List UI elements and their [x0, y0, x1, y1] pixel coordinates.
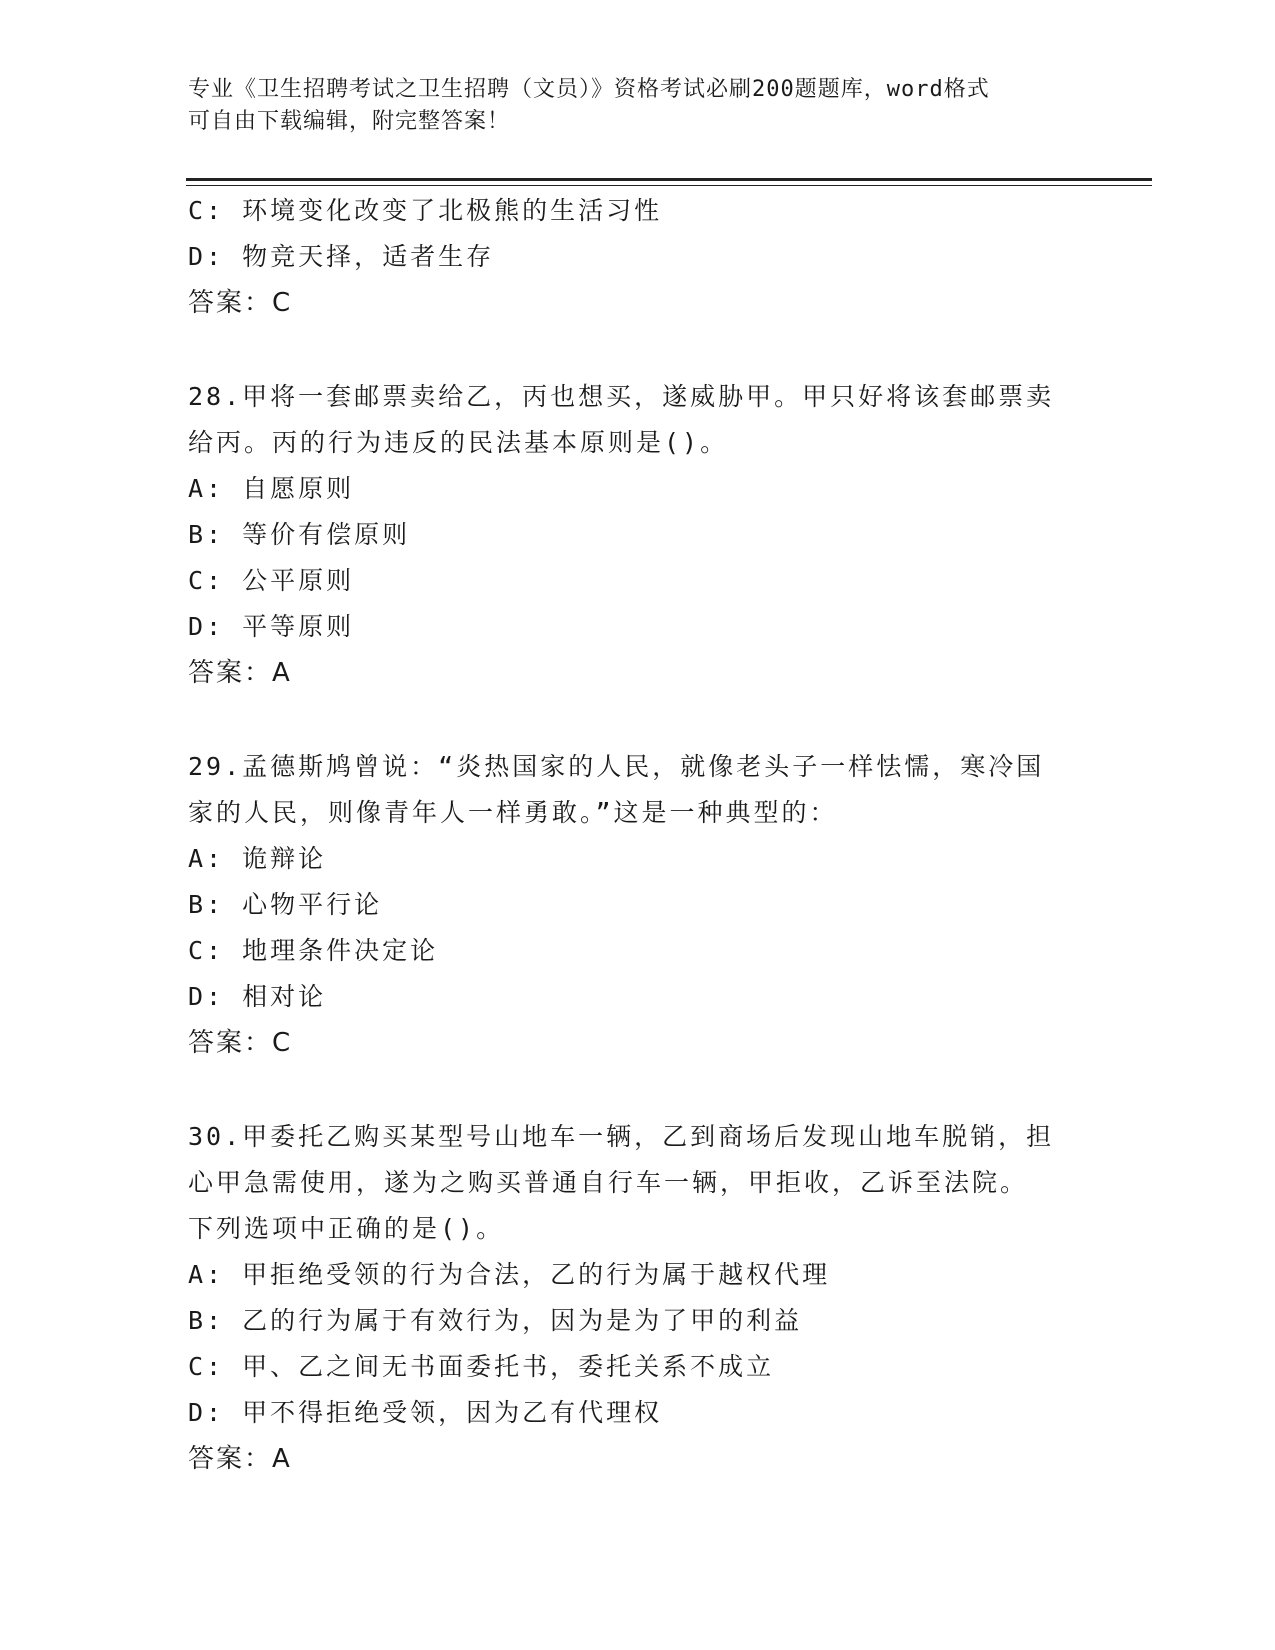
question-stem: 30.甲委托乙购买某型号山地车一辆，乙到商场后发现山地车脱销，担 — [188, 1122, 1055, 1151]
question-stem: 心甲急需使用，遂为之购买普通自行车一辆，甲拒收，乙诉至法院。 — [188, 1168, 1029, 1197]
option-a: A: 甲拒绝受领的行为合法，乙的行为属于越权代理 — [188, 1260, 831, 1289]
question-block-29 — [188, 744, 1088, 1066]
question-stem: 给丙。丙的行为违反的民法基本原则是()。 — [188, 428, 729, 457]
question-block-previous — [188, 188, 1088, 326]
header-title-line-2: 可自由下载编辑，附完整答案！ — [188, 109, 511, 134]
question-spacer — [188, 326, 1088, 374]
question-block-28 — [188, 374, 1088, 696]
question-spacer — [188, 1066, 1088, 1114]
option-b: B: 心物平行论 — [188, 890, 383, 919]
question-list — [188, 188, 1088, 1482]
option-b: B: 乙的行为属于有效行为，因为是为了甲的利益 — [188, 1306, 803, 1335]
header-rule-thick — [186, 178, 1152, 181]
question-spacer — [188, 696, 1088, 744]
option-c: C: 环境变化改变了北极熊的生活习性 — [188, 196, 663, 225]
answer-line: 答案：A — [188, 658, 292, 688]
option-c: C: 公平原则 — [188, 566, 355, 595]
question-stem: 家的人民，则像青年人一样勇敢。”这是一种典型的： — [188, 798, 838, 827]
option-d: D: 物竞天择，适者生存 — [188, 242, 495, 271]
option-d: D: 相对论 — [188, 982, 327, 1011]
answer-line: 答案：A — [188, 1444, 292, 1474]
option-b: B: 等价有偿原则 — [188, 520, 411, 549]
header-title-line-1: 专业《卫生招聘考试之卫生招聘（文员）》资格考试必刷200题题库，word格式 — [188, 77, 990, 102]
option-a: A: 诡辩论 — [188, 844, 327, 873]
option-a: A: 自愿原则 — [188, 474, 355, 503]
question-stem: 下列选项中正确的是()。 — [188, 1214, 505, 1243]
header-rule-thin — [186, 185, 1152, 186]
answer-line: 答案：C — [188, 288, 293, 318]
page-header — [188, 74, 1068, 138]
option-c: C: 地理条件决定论 — [188, 936, 439, 965]
question-block-30 — [188, 1114, 1088, 1482]
option-d: D: 平等原则 — [188, 612, 355, 641]
option-d: D: 甲不得拒绝受领，因为乙有代理权 — [188, 1398, 663, 1427]
question-stem: 28.甲将一套邮票卖给乙，丙也想买，遂威胁甲。甲只好将该套邮票卖 — [188, 382, 1055, 411]
question-stem: 29.孟德斯鸠曾说：“炎热国家的人民，就像老头子一样怯懦，寒冷国 — [188, 752, 1045, 781]
answer-line: 答案：C — [188, 1028, 293, 1058]
option-c: C: 甲、乙之间无书面委托书，委托关系不成立 — [188, 1352, 775, 1381]
